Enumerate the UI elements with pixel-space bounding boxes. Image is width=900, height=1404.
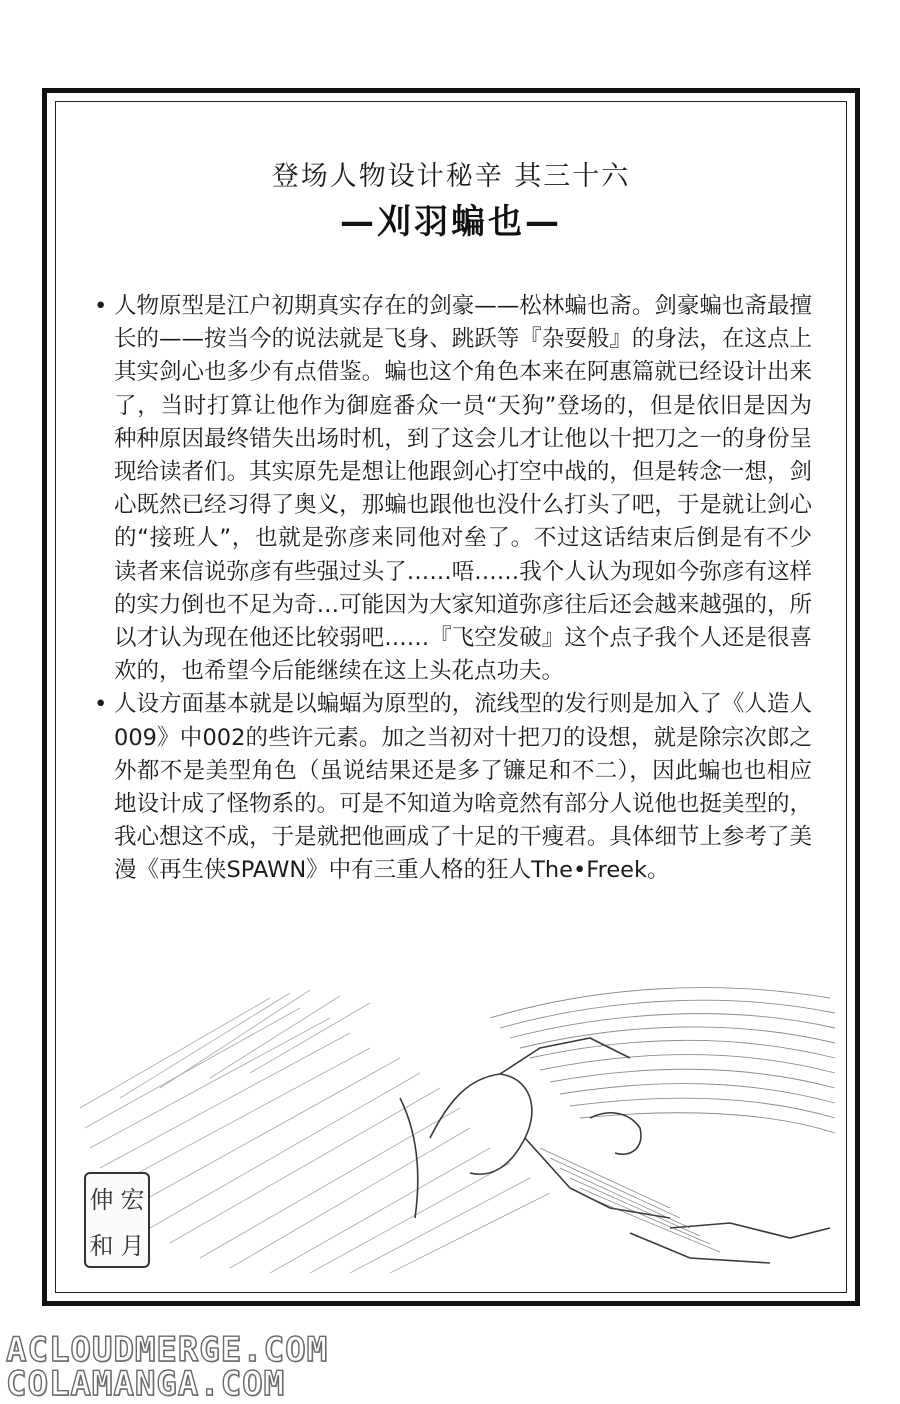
paragraph-text: 人设方面基本就是以蝙蝠为原型的，流线型的发行则是加入了《人造人009》中002的些许元素。加之当初对十把刀的设想，就是除宗次郎之外都不是美型角色（虽说结果还是多了镰足和不二），因此蝙也也相应地设计成了怪物系的。可是不知道为啥竟然有部分人说他也挺美型的，我心想这不成，于是就把他画成了十足的干瘦君。具体细节上参考了美漫《再生侠SPAWN》中有三重人格的狂人The•Freek。 (114, 691, 812, 884)
paragraph-text: 人物原型是江户初期真实存在的剑豪——松林蝙也斋。剑豪蝙也斋最擅长的——按当今的说法就是飞身、跳跃等『杂耍般』的身法，在这点上其实剑心也多少有点借鉴。蝙也这个角色本来在阿惠篇就已经设计出来了，当时打算让他作为御庭番众一员“天狗”登场的，但是依旧是因为种种原因最终错失出场时机，到了这会儿才让他以十把刀之一的身份呈现给读者们。其实原先是想让他跟剑心打空中战的，但是转念一想，剑心既然已经习得了奥义，那蝙也跟他也没什么打头了吧，于是就让剑心的“接班人”，也就是弥彦来同他对垒了。不过这话结束后倒是有不少读者来信说弥彦有些强过头了……唔……我个人认为现如今弥彦有这样的实力倒也不足为奇…可能因为大家知道弥彦往后还会越来越强的，所以才认为现在他还比较弱吧……『飞空发破』这个点子我个人还是很喜欢的，也希望今后能继续在这上头花点功夫。 (114, 293, 812, 685)
watermark-line-2: COLAMANGA.COM (6, 1364, 286, 1404)
article-body (92, 290, 812, 888)
page-title: 登场人物设计秘辛 其三十六 (271, 161, 631, 192)
bullet-icon: • (94, 691, 108, 718)
watermark-line-1: ACLOUDMERGE.COM (6, 1330, 329, 1370)
page-border (42, 88, 860, 1306)
seal-char: 宏 (120, 1185, 145, 1214)
seal-char: 伸 (89, 1185, 114, 1214)
bullet-icon: • (94, 293, 108, 319)
seal-char: 月 (120, 1231, 145, 1260)
seal-char: 和 (89, 1231, 114, 1260)
paragraph-1 (92, 290, 812, 688)
artist-seal-stamp (84, 1172, 150, 1268)
character-name-title: —刈羽蝙也— (340, 202, 562, 242)
character-sketch-illustration (70, 978, 840, 1278)
paragraph-2 (92, 688, 812, 887)
inner-border (55, 101, 847, 1293)
